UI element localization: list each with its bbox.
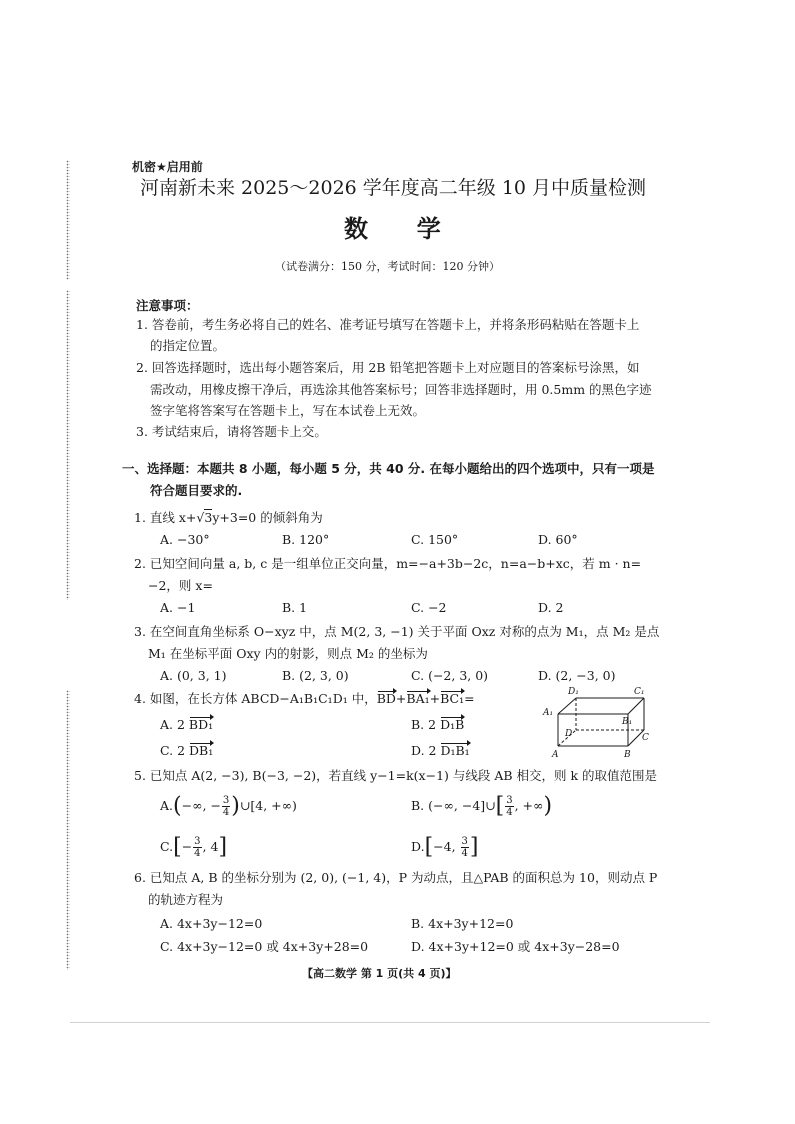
fraction: [222, 795, 230, 818]
fraction-numerator: 3: [506, 795, 513, 806]
note-3: 3. 考试结束后，请将答题卡上交。: [136, 424, 327, 439]
q6-option-c: C. 4x+3y−12=0 或 4x+3y+28=0: [160, 939, 369, 954]
q5-option-b-prefix: B. (−∞, −4]∪: [411, 798, 496, 813]
q1-option-b: B. 120°: [282, 532, 330, 547]
paren-close: ): [231, 793, 240, 819]
question-4-stem: [134, 690, 475, 708]
question-3-stem-line-2: M₁ 在坐标平面 Oxy 内的射影，则点 M₂ 的坐标为: [148, 646, 428, 661]
q1-stem-pre: 1. 直线 x+: [134, 510, 197, 525]
vector-ba1: BA₁: [406, 691, 430, 706]
fraction: [193, 836, 201, 859]
fraction-denominator: 4: [506, 807, 513, 818]
fraction-numerator: 3: [222, 795, 230, 806]
note-2-line-2: 需改动，用橡皮擦干净后，再选涂其他答案标号；回答非选择题时，用 0.5mm 的黑色字迹: [150, 382, 652, 397]
q1-option-c: C. 150°: [411, 532, 459, 547]
question-1-stem: [134, 509, 323, 527]
q4-option-d: [411, 742, 470, 760]
q6-option-b: B. 4x+3y+12=0: [411, 916, 514, 931]
q4-option-c: [160, 742, 213, 760]
vertex-label-a1: A₁: [543, 708, 554, 718]
exam-info: （试卷满分：150 分，考试时间：120 分钟）: [275, 260, 500, 273]
q5-option-a-left: −∞, −: [181, 798, 221, 813]
q6-option-a: A. 4x+3y−12=0: [160, 916, 263, 931]
q1-option-a: A. −30°: [160, 532, 210, 547]
vertex-label-a: A: [552, 750, 559, 760]
q1-sqrt-argument: 3: [204, 510, 213, 525]
bracket-open: [: [424, 834, 434, 860]
q4-stem-pre: 4. 如图，在长方体 ABCD−A₁B₁C₁D₁ 中，: [134, 691, 377, 706]
vertex-label-d1: D₁: [568, 687, 579, 697]
confidential-label: 机密★启用前: [132, 160, 203, 174]
q4-option-b-prefix: B. 2: [411, 717, 441, 732]
q5-option-a-right: ∪[4, +∞): [239, 798, 297, 813]
q3-option-b: B. (2, 3, 0): [282, 668, 349, 683]
q3-option-d: D. (2, −3, 0): [538, 668, 616, 683]
q4-option-b: [411, 716, 464, 734]
question-3-stem-line-1: 3. 在空间直角坐标系 O−xyz 中，点 M(2, 3, −1) 关于平面 Oxz 对称的点为 M₁，点 M₂ 是点: [134, 624, 660, 639]
scan-edge-line: [70, 1022, 710, 1023]
fraction-numerator: 3: [461, 836, 468, 847]
section-1-heading-line-1: 一、选择题：本题共 8 小题，每小题 5 分，共 40 分. 在每小题给出的四个选项中，只有一项是: [122, 461, 655, 476]
q5-option-a: [160, 795, 297, 818]
q4-option-c-prefix: C. 2: [160, 743, 189, 758]
notes-heading: 注意事项：: [136, 298, 199, 313]
q5-option-d-prefix: D.: [411, 839, 425, 854]
question-6-stem-line-2: 的轨迹方程为: [148, 892, 224, 907]
q4-equals: =: [464, 691, 475, 706]
binding-margin-dots: [66, 290, 70, 600]
vertex-label-b1: B₁: [622, 717, 633, 727]
q4-option-a-vector: BD₁: [188, 717, 214, 732]
sqrt-symbol: √: [196, 510, 205, 525]
page-footer: 【高二数学 第 1 页(共 4 页)】: [302, 967, 457, 980]
binding-margin-dots: [66, 690, 70, 970]
q4-option-d-vector: D₁B₁: [440, 743, 470, 758]
fraction-denominator: 4: [222, 807, 230, 818]
cuboid-figure: [538, 684, 648, 764]
q2-option-b: B. 1: [282, 600, 308, 615]
paren-close: ): [543, 793, 553, 819]
vector-bd: BD: [376, 691, 396, 706]
question-2-stem-line-1: 2. 已知空间向量 a, b, c 是一组单位正交向量，m=−a+3b−2c，n=a−b+xc，若 m · n=: [134, 556, 642, 571]
q5-option-a-prefix: A.: [160, 798, 174, 813]
q4-option-a-prefix: A. 2: [160, 717, 189, 732]
q2-option-d: D. 2: [538, 600, 564, 615]
question-5-stem: 5. 已知点 A(2, −3), B(−3, −2)，若直线 y−1=k(x−1) 与线段 AB 相交，则 k 的取值范围是: [134, 768, 658, 783]
q3-option-a: A. (0, 3, 1): [160, 668, 227, 683]
bracket-open: [: [173, 834, 182, 860]
q4-plus: +: [429, 691, 441, 706]
fraction: [505, 795, 513, 818]
q5-option-b-right: , +∞: [514, 798, 544, 813]
q6-option-d: D. 4x+3y+12=0 或 4x+3y−28=0: [411, 939, 620, 954]
exam-title: 河南新未来 2025～2026 学年度高二年级 10 月中质量检测: [140, 177, 647, 199]
minus-sign: −: [181, 839, 193, 854]
vertex-label-c: C: [642, 733, 649, 743]
fraction: [461, 836, 469, 859]
bracket-open: [: [495, 793, 505, 819]
q5-option-d: [411, 836, 479, 859]
vertex-label-c1: C₁: [634, 687, 645, 697]
q4-option-d-prefix: D. 2: [411, 743, 441, 758]
q4-option-c-vector: DB₁: [189, 743, 214, 758]
q1-stem-post: y+3=0 的倾斜角为: [212, 510, 323, 525]
vertex-label-b: B: [624, 750, 631, 760]
section-1-heading-line-2: 符合题目要求的.: [150, 483, 243, 498]
q5-option-b: [411, 795, 552, 818]
bracket-close: ]: [469, 834, 479, 860]
q5-option-c: [160, 836, 227, 859]
q5-option-c-prefix: C.: [160, 839, 174, 854]
q5-option-c-right: , 4: [202, 839, 219, 854]
q4-option-a: [160, 716, 213, 734]
question-6-stem-line-1: 6. 已知点 A, B 的坐标分别为 (2, 0), (−1, 4)，P 为动点，且△PAB 的面积总为 10，则动点 P: [134, 870, 658, 885]
paren-open: (: [173, 793, 182, 819]
q1-option-d: D. 60°: [538, 532, 578, 547]
note-2-line-1: 2. 回答选择题时，选出每小题答案后，用 2B 铅笔把答题卡上对应题目的答案标号涂黑，如: [136, 360, 640, 375]
note-1-line-2: 的指定位置。: [150, 338, 226, 353]
edge-b1c1: [628, 698, 644, 714]
note-2-line-3: 签字笔将答案写在答题卡上，写在本试卷上无效。: [150, 403, 426, 418]
edge-a1d1: [558, 698, 576, 714]
fraction-denominator: 4: [461, 848, 468, 859]
bracket-close: ]: [218, 834, 228, 860]
binding-margin-dots: [66, 160, 70, 280]
q4-plus: +: [395, 691, 407, 706]
q3-option-c: C. (−2, 3, 0): [411, 668, 489, 683]
subject-title: 数 学: [344, 215, 441, 243]
vector-bc1: BC₁: [440, 691, 465, 706]
q5-option-d-left: −4,: [433, 839, 460, 854]
note-1-line-1: 1. 答卷前，考生务必将自己的姓名、准考证号填写在答题卡上，并将条形码粘贴在答题卡上: [136, 317, 640, 332]
vertex-label-d: D: [565, 729, 573, 739]
fraction-numerator: 3: [194, 836, 201, 847]
q2-option-a: A. −1: [160, 600, 196, 615]
fraction-denominator: 4: [194, 848, 201, 859]
q2-option-c: C. −2: [411, 600, 447, 615]
q4-option-b-vector: D₁B: [440, 717, 465, 732]
question-2-stem-line-2: −2，则 x=: [148, 578, 213, 593]
